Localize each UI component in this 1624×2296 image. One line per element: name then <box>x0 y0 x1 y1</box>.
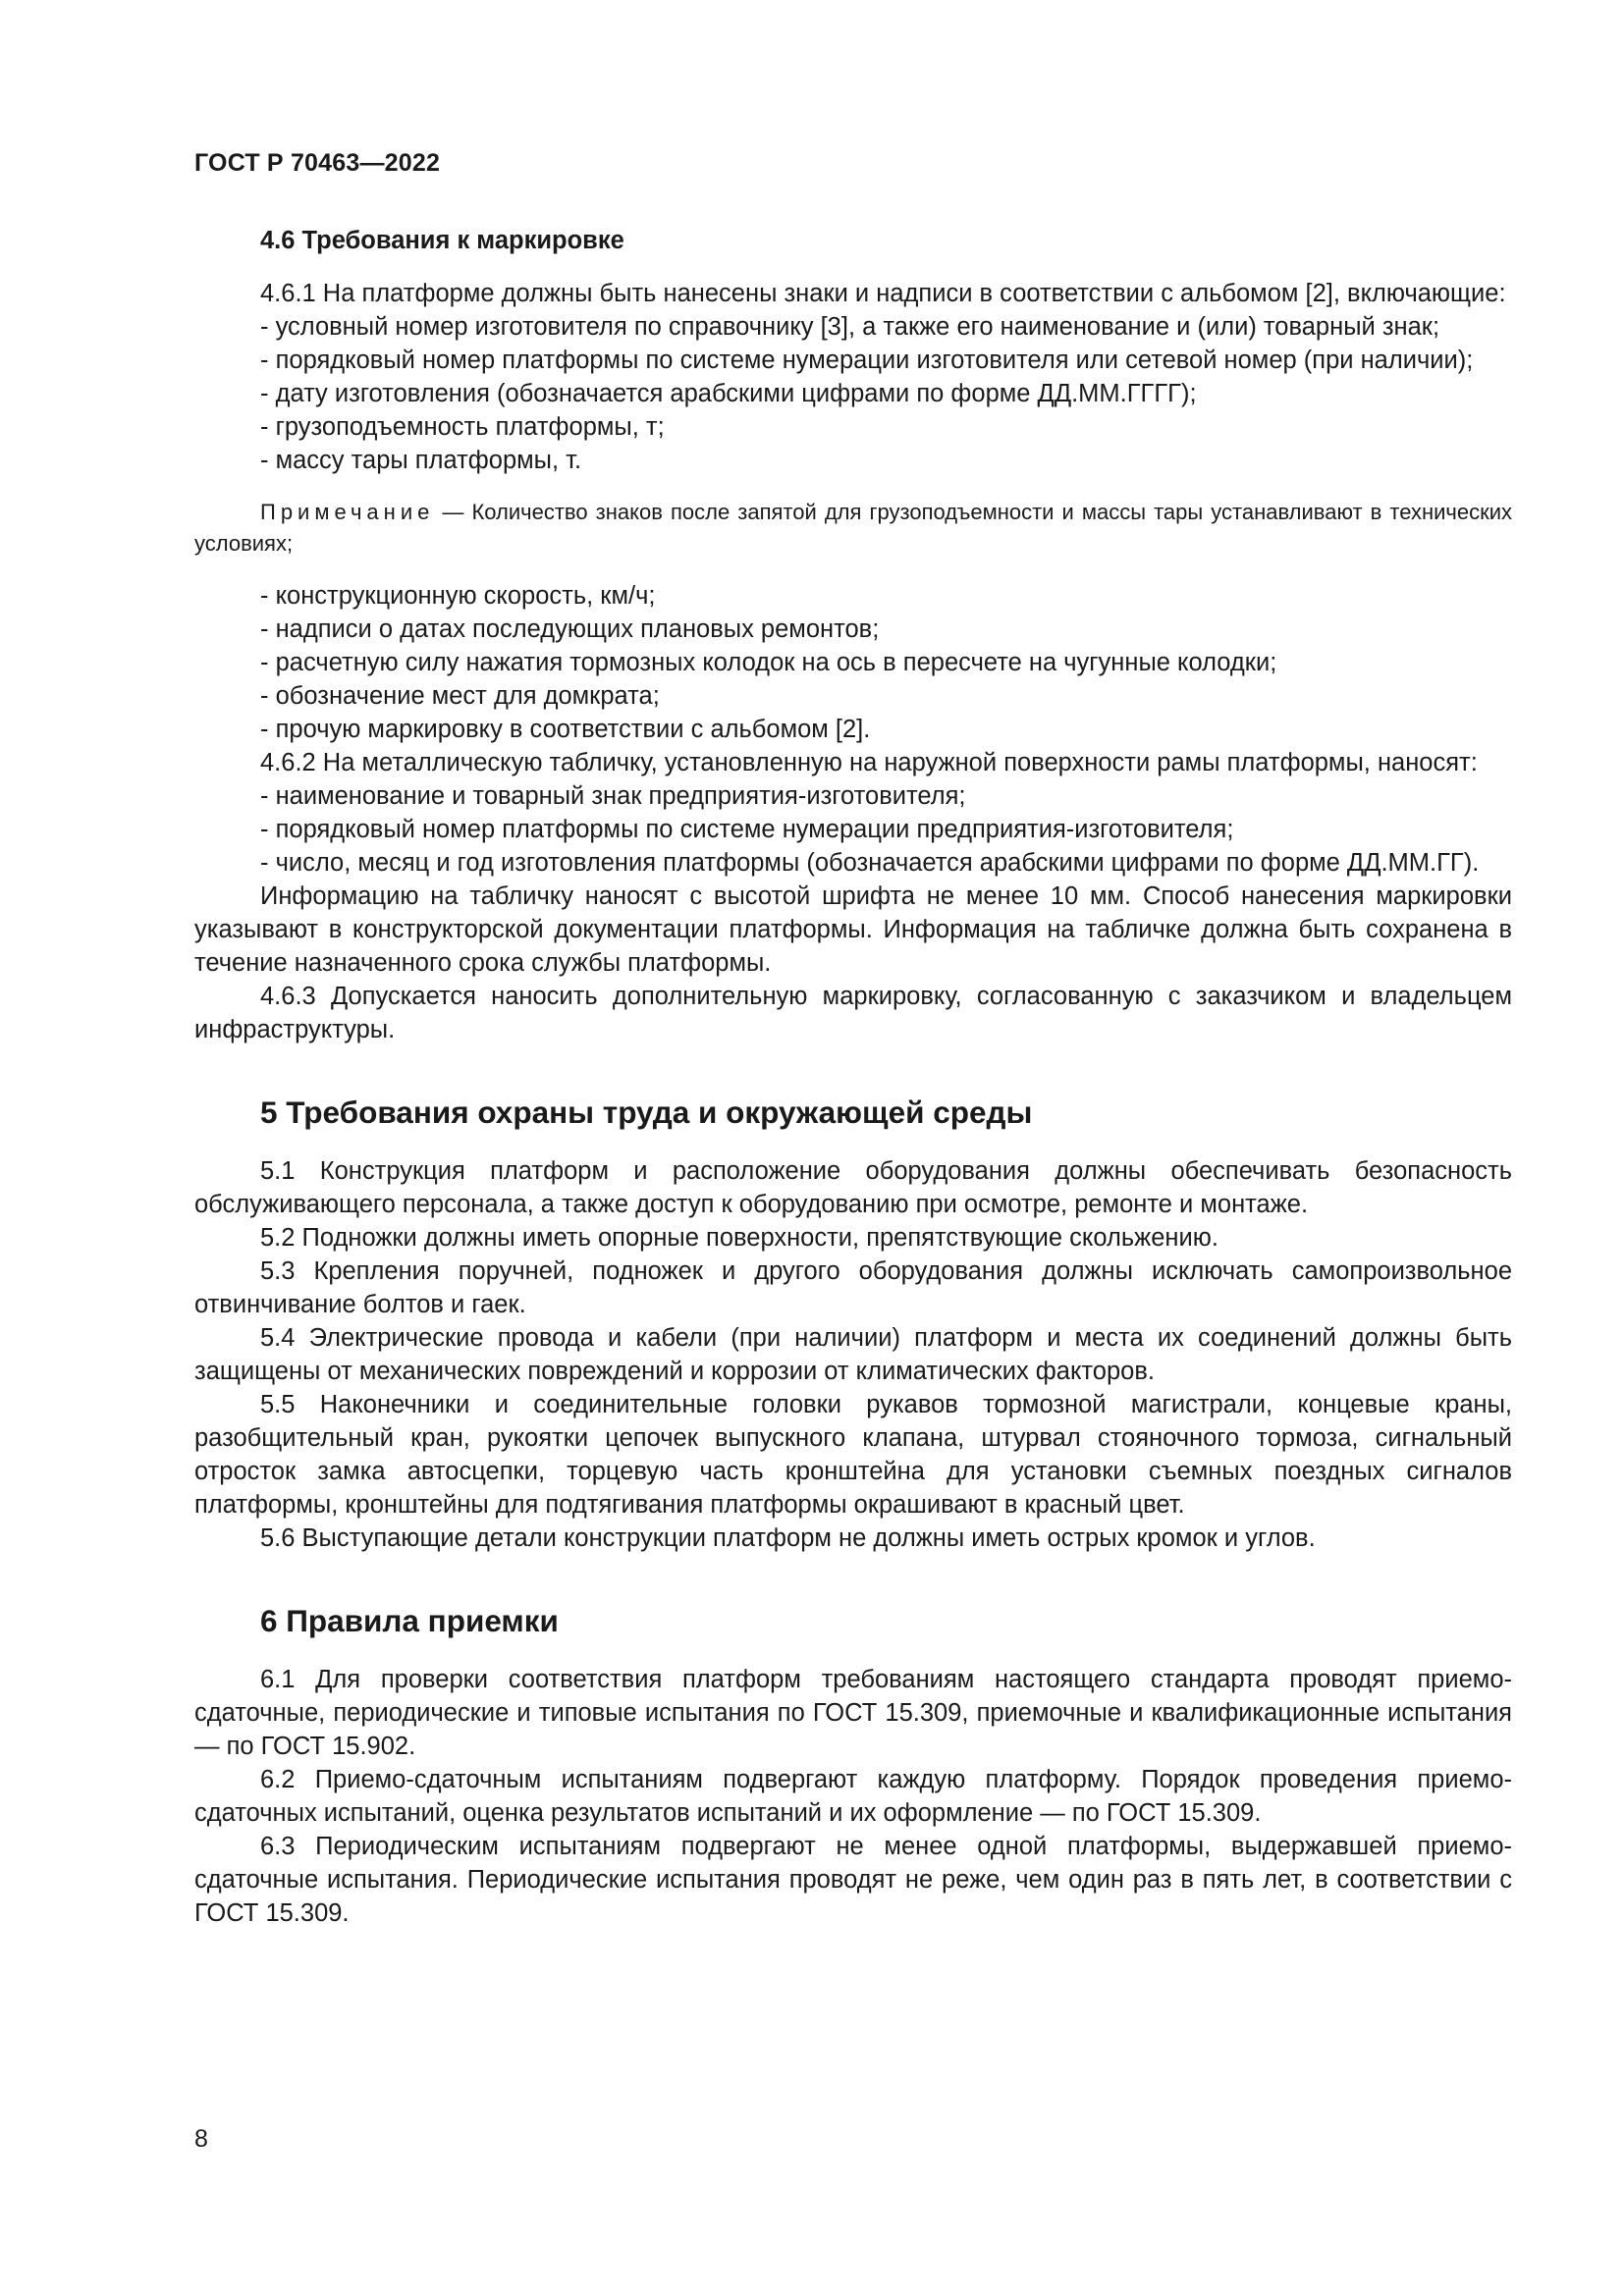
note <box>194 497 1512 560</box>
list-item: - условный номер изготовителя по справочнику [3], а также его наименование и (или) товарный знак; <box>260 313 1440 341</box>
paragraph-5-4: 5.4 Электрические провода и кабели (при наличии) платформ и места их соединений должны быть защищены от механических повреждений и коррозии от климатических факторов. <box>194 1324 1512 1385</box>
paragraph-6-1: 6.1 Для проверки соответствия платформ требованиям настоящего стандарта проводят приемо-сдаточные, периодические и типовые испытания по ГОСТ 15.309, приемочные и квалификационные испытания — по ГОСТ 15.902. <box>194 1666 1512 1760</box>
paragraph-5-6: 5.6 Выступающие детали конструкции платформ не должны иметь острых кромок и углов. <box>260 1524 1316 1552</box>
page-number: 8 <box>194 2125 208 2153</box>
paragraph-4-6-1: 4.6.1 На платформе должны быть нанесены знаки и надписи в соответствии с альбомом [2], включающие: <box>260 280 1506 307</box>
paragraph-5-1: 5.1 Конструкция платформ и расположение оборудования должны обеспечивать безопасность обслуживающего персонала, а также доступ к оборудованию при осмотре, ремонте и монтаже. <box>194 1157 1512 1218</box>
paragraph-6-2: 6.2 Приемо-сдаточным испытаниям подвергают каждую платформу. Порядок проведения приемо-сдаточных испытаний, оценка результатов испытаний и их оформление — по ГОСТ 15.309. <box>194 1766 1512 1827</box>
paragraph-5-3: 5.3 Крепления поручней, подножек и другого оборудования должны исключать самопроизвольное отвинчивание болтов и гаек. <box>194 1257 1512 1318</box>
section-heading-5: 5 Требования охраны труда и окружающей среды <box>260 1095 1033 1130</box>
paragraph-6-3: 6.3 Периодическим испытаниям подвергают не менее одной платформы, выдержавшей приемо-сдаточные испытания. Периодические испытания проводят не реже, чем один раз в пять лет, в соответствии с ГОСТ 15.309. <box>194 1833 1512 1927</box>
note-label: Примечание <box>260 500 435 524</box>
list-item: - число, месяц и год изготовления платформы (обозначается арабскими цифрами по форме ДД.ММ.ГГ). <box>260 849 1480 877</box>
list-item: - конструкционную скорость, км/ч; <box>260 582 656 610</box>
list-item: - массу тары платформы, т. <box>260 447 582 474</box>
note-text: — Количество знаков после запятой для грузоподъемности и массы тары устанавливают в технических условиях; <box>194 500 1512 556</box>
list-item: - обозначение мест для домкрата; <box>260 682 660 710</box>
paragraph-marking-info: Информацию на табличку наносят с высотой шрифта не менее 10 мм. Способ нанесения маркировки указывают в конструкторской документации платформы. Информация на табличке должна быть сохранена в течение назначенного срока службы платформы. <box>194 882 1512 977</box>
list-item: - порядковый номер платформы по системе нумерации предприятия-изготовителя; <box>260 816 1234 843</box>
list-item: - грузоподъемность платформы, т; <box>260 413 665 441</box>
paragraph-5-2: 5.2 Подножки должны иметь опорные поверхности, препятствующие скольжению. <box>260 1224 1218 1252</box>
list-item: - надписи о датах последующих плановых ремонтов; <box>260 615 880 643</box>
list-item: - наименование и товарный знак предприятия-изготовителя; <box>260 782 966 810</box>
list-item: - прочую маркировку в соответствии с альбомом [2]. <box>260 716 871 743</box>
paragraph-4-6-3: 4.6.3 Допускается наносить дополнительную маркировку, согласованную с заказчиком и владельцем инфраструктуры. <box>194 983 1512 1043</box>
document-code-header: ГОСТ Р 70463—2022 <box>194 149 441 177</box>
document-body <box>194 224 1512 1930</box>
paragraph-4-6-2: 4.6.2 На металлическую табличку, установленную на наружной поверхности рамы платформы, наносят: <box>260 749 1478 776</box>
paragraph-5-5: 5.5 Наконечники и соединительные головки рукавов тормозной магистрали, концевые краны, разобщительный кран, рукоятки цепочек выпускного клапана, штурвал стояночного тормоза, сигнальный отросток замка автосцепки, торцевую часть кронштейна для установки съемных поездных сигналов платформы, кронштейны для подтягивания платформы окрашивают в красный цвет. <box>194 1391 1512 1519</box>
section-heading-6: 6 Правила приемки <box>260 1603 559 1638</box>
list-item: - дату изготовления (обозначается арабскими цифрами по форме ДД.ММ.ГГГГ); <box>260 380 1197 407</box>
subsection-heading-4-6: 4.6 Требования к маркировке <box>260 227 624 254</box>
list-item: - порядковый номер платформы по системе нумерации изготовителя или сетевой номер (при наличии); <box>260 347 1474 374</box>
list-item: - расчетную силу нажатия тормозных колодок на ось в пересчете на чугунные колодки; <box>260 649 1277 676</box>
